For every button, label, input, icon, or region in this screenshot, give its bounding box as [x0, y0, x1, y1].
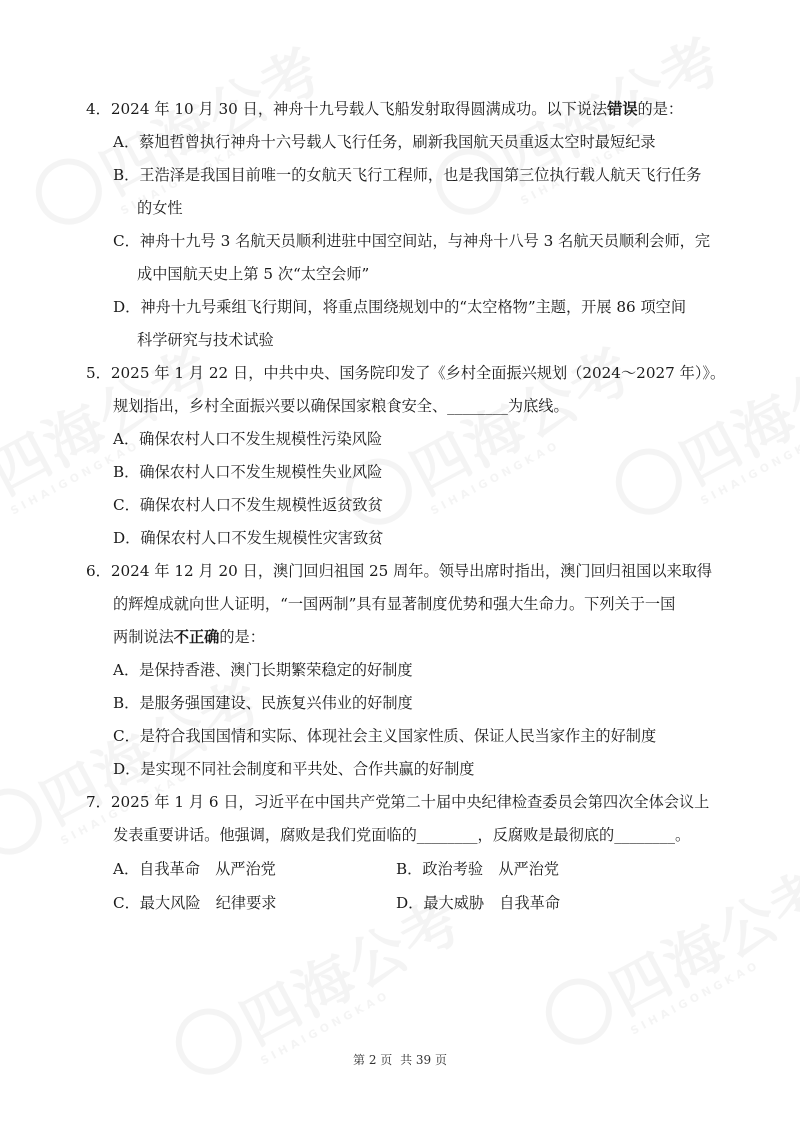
- question-stem: 5．2025 年 1 月 22 日，中共中央、国务院印发了《乡村全面振兴规划（2024～2027 年）》。: [86, 364, 726, 382]
- option-d: D．神舟十九号乘组飞行期间，将重点围绕规划中的“太空格物”主题，开展 86 项空间: [113, 298, 687, 316]
- option-b: B．确保农村人口不发生规模性失业风险: [113, 463, 383, 481]
- option-a: A．确保农村人口不发生规模性污染风险: [113, 430, 383, 448]
- watermark-logo-icon: [0, 447, 3, 536]
- page-total: 共 39 页: [400, 1053, 447, 1067]
- option-b: B．是服务强国建设、民族复兴伟业的好制度: [113, 694, 413, 712]
- question-stem-continued: 规划指出，乡村全面振兴要以确保国家粮食安全、________为底线。: [113, 397, 569, 415]
- question-stem-continued: 的辉煌成就向世人证明，“一国两制”具有显著制度优势和强大生命力。下列关于一国: [113, 595, 676, 613]
- watermark-logo-icon: [534, 967, 623, 1056]
- option-d: D．确保农村人口不发生规模性灾害致贫: [113, 529, 384, 547]
- option-a: A．是保持香港、澳门长期繁荣稳定的好制度: [113, 661, 413, 679]
- page-footer: [0, 1052, 800, 1068]
- option-c: C．是符合我国国情和实际、体现社会主义国家性质、保证人民当家作主的好制度: [113, 727, 657, 745]
- option-b: B．政治考验 从严治党: [396, 860, 560, 878]
- option-c: C．最大风险 纪律要求: [113, 894, 277, 912]
- emphasis-text: 错误: [607, 100, 638, 118]
- question-stem-continued: 发表重要讲话。他强调，腐败是我们党面临的________，反腐败是最彻底的________。: [113, 826, 691, 844]
- option-c-continued: 成中国航天史上第 5 次“太空会师”: [137, 265, 370, 283]
- option-b: B．王浩泽是我国目前唯一的女航天飞行工程师，也是我国第三位执行载人航天飞行任务: [113, 166, 702, 184]
- watermark-logo-icon: [164, 997, 253, 1086]
- option-a: A．蔡旭哲曾执行神舟十六号载人飞行任务，刷新我国航天员重返太空时最短纪录: [113, 133, 656, 151]
- option-d: D．是实现不同社会制度和平共处、合作共赢的好制度: [113, 760, 475, 778]
- page-number: 第 2 页: [353, 1053, 393, 1067]
- option-a: A．自我革命 从严治党: [113, 860, 276, 878]
- watermark-logo-icon: [334, 447, 423, 536]
- watermark-logo-icon: [0, 777, 53, 866]
- option-d-continued: 科学研究与技术试验: [137, 331, 274, 349]
- option-b-continued: 的女性: [137, 199, 183, 217]
- watermark: [600, 314, 800, 541]
- emphasis-text: 不正确: [173, 628, 220, 646]
- watermark: [420, 14, 738, 241]
- question-stem: 4．2024 年 10 月 30 日，神舟十九号载人飞船发射取得圆满成功。以下说法错误的是：: [86, 100, 684, 118]
- option-c: C．确保农村人口不发生规模性返贫致贫: [113, 496, 383, 514]
- option-c: C．神舟十九号 3 名航天员顺利进驻中国空间站，与神舟十八号 3 名航天员顺利会师，完: [113, 232, 711, 250]
- watermark-logo-icon: [604, 437, 693, 526]
- watermark-logo-icon: [24, 147, 113, 236]
- question-stem: 6．2024 年 12 月 20 日，澳门回归祖国 25 周年。领导出席时指出，澳门回归祖国以来取得: [86, 562, 713, 580]
- question-stem-continued: 两制说法不正确的是：: [113, 628, 265, 646]
- option-d: D．最大威胁 自我革命: [396, 894, 561, 912]
- question-stem: 7．2025 年 1 月 6 日，习近平在中国共产党第二十届中央纪律检查委员会第四次全体会议上: [86, 793, 710, 811]
- watermark: [530, 844, 800, 1071]
